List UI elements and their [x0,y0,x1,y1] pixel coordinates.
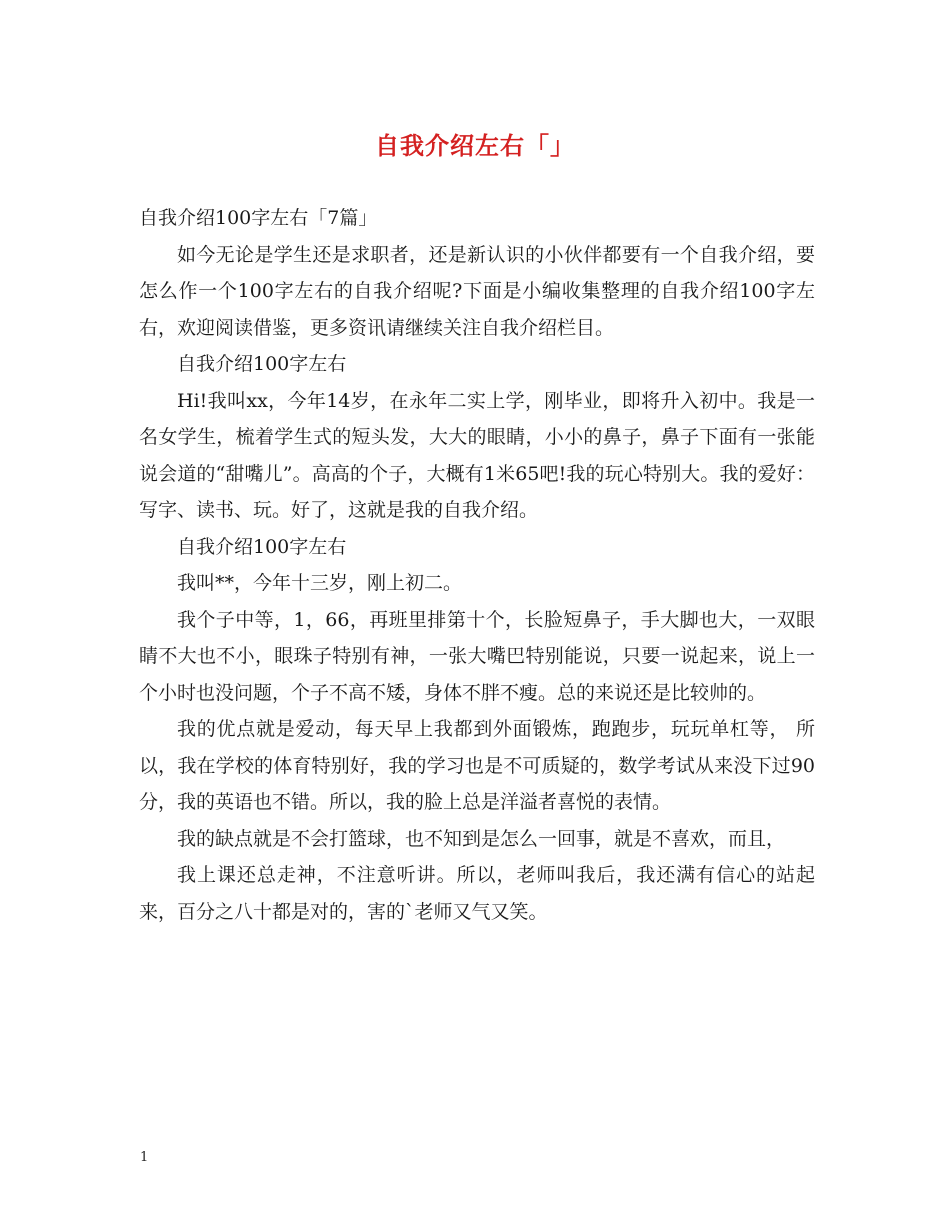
paragraph: 我上课还总走神，不注意听讲。所以，老师叫我后，我还满有信心的站起来，百分之八十都是对的，害的`老师又气又笑。 [139,864,815,923]
section-heading: 自我介绍100字左右 [177,535,347,558]
paragraph: 我叫**，今年十三岁，刚上初二。 [177,572,463,594]
paragraph: 我个子中等，1，66，再班里排第十个，长脸短鼻子，手大脚也大，一双眼睛不大也不小，眼珠子特别有神，一张大嘴巴特别能说，只要一说起来，说上一个小时也没问题，个子不高不矮，身体不胖不瘦。总的来说还是比较帅的。 [139,608,815,704]
paragraph: 我的优点就是爱动，每天早上我都到外面锻炼，跑跑步，玩玩单杠等， 所以，我在学校的体育特别好，我的学习也是不可质疑的，数学考试从来没下过90分，我的英语也不错。所以，我的脸上总是洋溢者喜悦的表情。 [139,718,815,813]
paragraph-subtitle: 自我介绍100字左右「7篇」 [139,207,378,229]
paragraph: Hi!我叫xx，今年14岁，在永年二实上学，刚毕业，即将升入初中。我是一名女学生，梳着学生式的短头发，大大的眼睛，小小的鼻子，鼻子下面有一张能说会道的“甜嘴儿”。高高的个子，大概有1米65吧!我的玩心特别大。我的爱好：写字、读书、玩。好了，这就是我的自我介绍。 [139,389,815,521]
document-title: 自我介绍左右「」 [375,131,575,160]
page-number: 1 [140,1150,149,1165]
paragraph-intro: 如今无论是学生还是求职者，还是新认识的小伙伴都要有一个自我介绍，要怎么作一个100字左右的自我介绍呢?下面是小编收集整理的自我介绍100字左右，欢迎阅读借鉴，更多资讯请继续关注自我介绍栏目。 [139,243,815,339]
paragraph: 我的缺点就是不会打篮球，也不知到是怎么一回事，就是不喜欢，而且， [177,827,786,850]
document-body [139,200,815,930]
section-heading: 自我介绍100字左右 [177,353,347,375]
